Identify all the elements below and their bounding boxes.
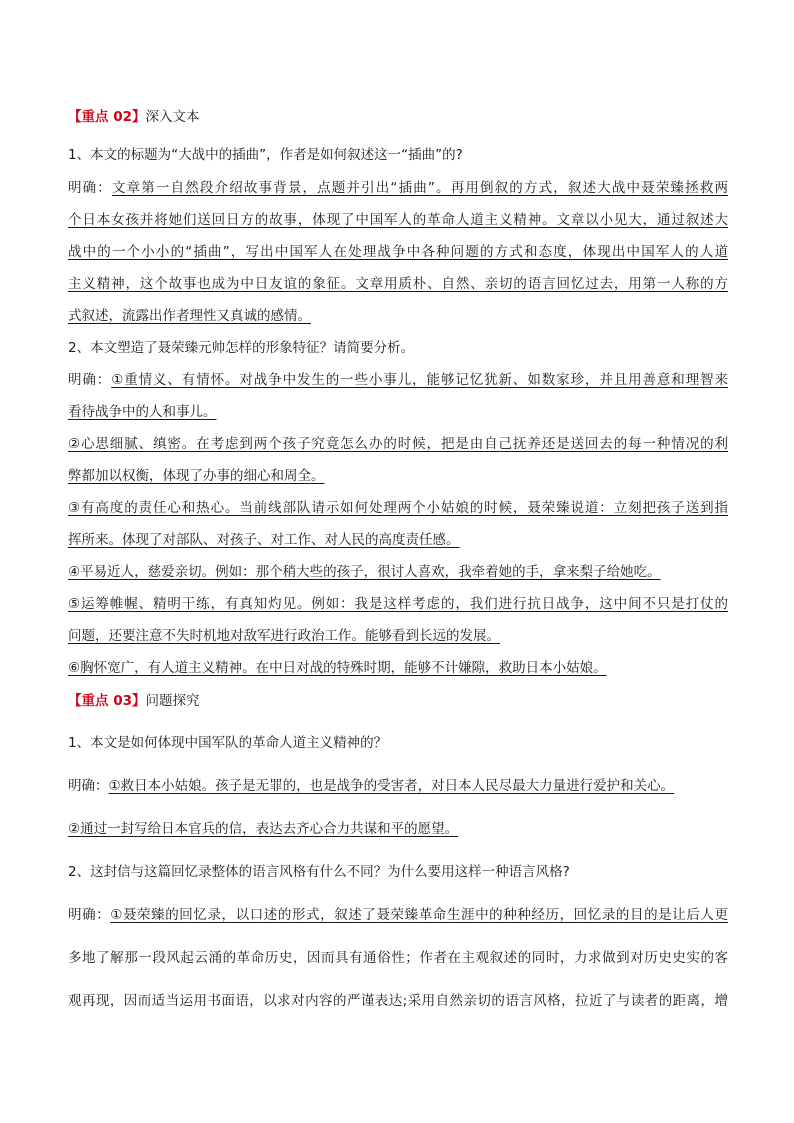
answer-line <box>68 370 728 390</box>
answer-prefix: 明确： <box>68 907 111 923</box>
section-heading-03 <box>68 691 728 711</box>
answer-line: 战中的一个小小的“插曲”，写出中国军人在处理战争中各种问题的方式和态度，体现出中国军人的人道 <box>68 244 728 260</box>
answer-prefix: 明确： <box>68 180 112 196</box>
answer-text: ①救日本小姑娘。孩子是无罪的，也是战争的受害者，对日本人民尽最大力量进行爱护和关心。 <box>108 778 675 794</box>
answer-text: 文章第一自然段介绍故事背景，点题并引出“插曲”。再用倒叙的方式，叙述大战中聂荣臻拯救两 <box>111 180 728 196</box>
answer-text: ⑥胸怀宽广，有人道主义精神。在中日对战的特殊时期，能够不计嫌隙，救助日本小姑娘。 <box>68 660 607 676</box>
answer-line: 个日本女孩并将她们送回日方的故事，体现了中国军人的革命人道主义精神。文章以小见大，通过叙述大 <box>68 212 728 228</box>
answer-line <box>68 178 728 198</box>
answer-line: 观再现，因而适当运用书面语，以求对内容的严谨表达;采用自然亲切的语言风格，拉近了与读者的距离，增 <box>68 993 728 1009</box>
answer-text: ①重情义、有情怀。对战争中发生的一些小事儿，能够记忆犹新、如数家珍，并且用善意和理智来 <box>111 372 728 388</box>
question-2: 2、本文塑造了聂荣臻元帅怎样的形象特征？请简要分析。 <box>68 340 415 356</box>
answer-line: ③有高度的责任心和热心。当前线部队请示如何处理两个小姑娘的时候，聂荣臻说道：立刻把孩子送到指 <box>68 500 728 516</box>
answer-text: ②通过一封写给日本官兵的信，表达去齐心合力共谋和平的愿望。 <box>68 821 459 837</box>
answer-line <box>68 306 728 326</box>
answer-line <box>68 530 728 550</box>
answer-text: ①聂荣臻的回忆录，以口述的形式，叙述了聂荣臻革命生涯中的种种经历，回忆录的目的是让后人更 <box>110 907 728 923</box>
section-bracket-close: 】 <box>132 109 146 125</box>
answer-line <box>68 402 728 422</box>
answer-line: 主义精神，这个故事也成为中日友谊的象征。文章用质朴、自然、亲切的语言回忆过去，用第一人称的方 <box>68 276 728 292</box>
answer-text: 弊都加以权衡，体现了办事的细心和周全。 <box>68 468 325 484</box>
answer-text: 问题，还要注意不失时机地对敌军进行政治工作。能够看到长远的发展。 <box>68 628 500 644</box>
answer-text: 挥所来。体现了对部队、对孩子、对工作、对人民的高度责任感。 <box>68 532 460 548</box>
section-bracket-close: 】 <box>132 693 146 709</box>
answer-line: ②心思细腻、缜密。在考虑到两个孩子究竟怎么办的时候，把是由自己抚养还是送回去的每一种情况的利 <box>68 436 728 452</box>
section-title: 深入文本 <box>145 109 200 125</box>
question-1: 1、本文的标题为“大战中的插曲”，作者是如何叙述这一“插曲”的? <box>68 147 463 163</box>
answer-prefix: 明确： <box>68 372 112 388</box>
answer-line <box>68 562 728 582</box>
answer-prefix: 明确： <box>68 778 109 794</box>
question-4: 2、这封信与这篇回忆录整体的语言风格有什么不同？为什么要用这样一种语言风格? <box>68 864 570 880</box>
answer-line <box>68 466 728 486</box>
answer-line: 多地了解那一段风起云涌的革命历史，因而具有通俗性；作者在主观叙述的同时，力求做到对历史史实的客 <box>68 950 728 966</box>
section-tag: 重点 02 <box>81 109 132 125</box>
section-tag: 重点 03 <box>81 693 132 709</box>
section-title: 问题探究 <box>145 693 200 709</box>
answer-text: 看待战争中的人和事儿。 <box>68 404 217 420</box>
answer-line <box>68 819 728 839</box>
question-3: 1、本文是如何体现中国军队的革命人道主义精神的？ <box>68 735 388 751</box>
answer-line <box>68 905 728 925</box>
section-heading-02 <box>68 107 728 127</box>
answer-line: ⑤运筹帷幄、精明干练，有真知灼见。例如：我是这样考虑的，我们进行抗日战争，这中间不只是打仗的 <box>68 596 728 612</box>
section-bracket-open: 【 <box>68 693 82 709</box>
section-bracket-open: 【 <box>68 109 82 125</box>
answer-line <box>68 658 728 678</box>
answer-text: 式叙述，流露出作者理性又真诚的感情。 <box>68 308 311 324</box>
answer-text: ④平易近人，慈爱亲切。例如：那个稍大些的孩子，很讨人喜欢，我牵着她的手，拿来梨子给她吃。 <box>68 564 661 580</box>
answer-line <box>68 776 728 796</box>
answer-line <box>68 626 728 646</box>
